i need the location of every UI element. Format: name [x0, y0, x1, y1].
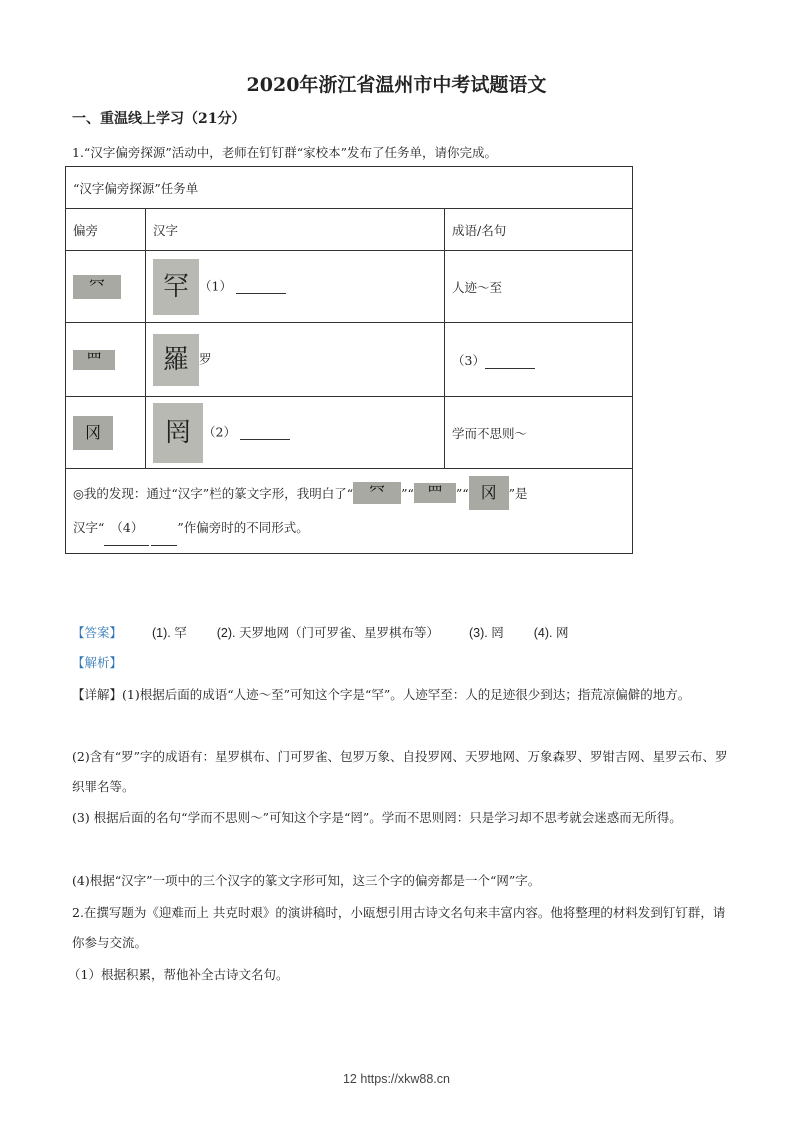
task-table: [65, 166, 633, 554]
radical-image: 冈: [73, 416, 113, 450]
question-1: 1.“汉字偏旁探源”活动中，老师在钉钉群“家校本”发布了任务单，请你完成。: [72, 145, 497, 160]
answer-blank: （4）: [104, 511, 149, 546]
question-2-1: （1）根据积累，帮他补全古诗文名句。: [68, 967, 289, 982]
seal-character-image: 羅: [153, 334, 199, 386]
detail-paragraph: (4)根据“汉字”一项中的三个汉字的篆文字形可知，这三个字的偏旁都是一个“网”字。: [72, 873, 541, 888]
answer-tag: 【答案】: [72, 626, 123, 640]
table-row: [66, 251, 633, 323]
answer-item: (3). 罔: [468, 626, 504, 640]
detail-paragraph: (2)含有“罗”字的成语有：星罗棋布、门可罗雀、包罗万象、自投罗网、天罗地网、万象森罗、罗钳吉网、星罗云布、罗织罪名等。: [72, 749, 728, 794]
header-hanzi: 汉字: [146, 209, 445, 251]
answer-blank: [236, 278, 286, 294]
detail-paragraph: 【详解】(1)根据后面的成语“人迹～至”可知这个字是“罕”。人迹罕至：人的足迹很少到达；指荒凉偏僻的地方。: [72, 687, 691, 702]
radical-image: ⺳: [353, 482, 401, 504]
table-row: [66, 397, 633, 469]
seal-character-image: 罕: [153, 259, 199, 315]
page-footer: 12 https://xkw88.cn: [342, 1072, 450, 1086]
quote: ”“: [401, 486, 414, 501]
hanzi-label: 罗: [199, 351, 212, 366]
header-radical: 偏旁: [66, 209, 146, 251]
answer-item: (4). 网: [533, 626, 569, 640]
blank-label: （3）: [452, 352, 485, 368]
discovery-cell: [66, 469, 633, 554]
section-heading: 一、重温线上学习（21分）: [72, 111, 246, 127]
idiom-cell: 学而不思则～: [445, 397, 633, 469]
answer-blank: [240, 424, 290, 440]
answer-blank: [151, 511, 177, 546]
question-2: 2.在撰写题为《迎难而上 共克时艰》的演讲稿时，小瓯想引用古诗文名句来丰富内容。他将整理的材料发到钉钉群，请你参与交流。: [72, 905, 726, 950]
radical-image: ⺳: [73, 275, 121, 299]
radical-image: 冈: [469, 476, 509, 510]
quote: ”“: [455, 486, 469, 501]
blank-label: （2）: [203, 424, 236, 439]
detail-paragraph: (3) 根据后面的名句“学而不思则～”可知这个字是“罔”。学而不思则罔：只是学习却不思考就会迷惑而无所得。: [72, 810, 682, 825]
seal-character-image: 罔: [153, 403, 203, 463]
radical-image: 罒: [414, 483, 456, 503]
discovery-text: ”作偏旁时的不同形式。: [177, 520, 309, 535]
table-caption: “汉字偏旁探源”任务单: [66, 167, 633, 209]
answer-line: [72, 618, 732, 648]
blank-label: （1）: [199, 278, 232, 293]
page-title: 2020年浙江省温州市中考试题语文: [246, 74, 547, 96]
radical-image: 罒: [73, 350, 115, 370]
answer-item: (2). 天罗地网（门可罗雀、星罗棋布等）: [216, 626, 439, 640]
discovery-text: 汉字“: [73, 520, 105, 535]
discovery-text: ◎我的发现：通过“汉字”栏的篆文字形，我明白了“: [73, 486, 354, 501]
discovery-text: ”是: [508, 486, 528, 501]
table-row: [66, 323, 633, 397]
answer-item: (1). 罕: [152, 626, 187, 640]
analysis-tag: 【解析】: [72, 655, 123, 670]
header-idiom: 成语/名句: [445, 209, 633, 251]
answer-blank: [485, 353, 535, 369]
idiom-cell: 人迹～至: [445, 251, 633, 323]
